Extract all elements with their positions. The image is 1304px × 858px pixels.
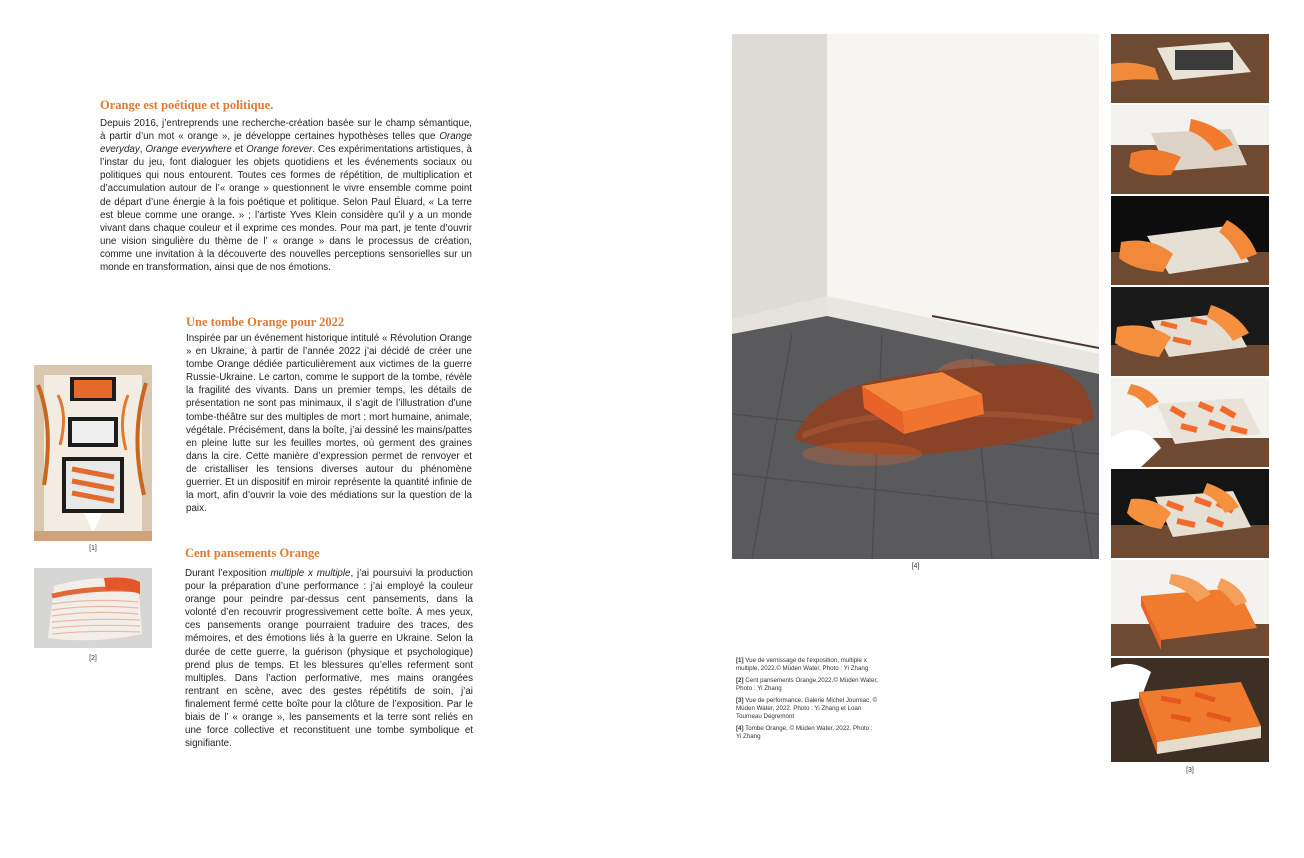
figure-2-bandages-photo (34, 568, 152, 648)
paragraph-cent-pansements: Durant l’exposition multiple x multiple, j’ai poursuivi la production pour la préparation d’une performance : j’ai employé la couleur orange pour peindre par-dessus cent pansements, dans la volonté d’en recouvrir progressivement cette boîte. À mes yeux, ces pansements orange pourraient traduire des traces, des mémoires, et des émotions liés à la guerre en Ukraine. Selon la durée de cette guerre, la guérison (physique et psychologique) prend plus de temps. Et les blessures qu’elles referment sont multiples. Dans l’action performative, mes mains orangées rentrant en scène, avec des gestes répétitifs de soin, j’ai finalement fermé cette boîte pour la clôture de l’exposition. Par le biais de l’ « orange », les pansements et la terre sont reliés en une force collective et reconstituent une tombe symbolique et signifiante. (185, 568, 474, 750)
performance-frame-1 (1111, 34, 1269, 103)
legend-entry-1: [1] Vue de vernissage de l’exposition, multiple x multiple, 2022.© Müden Water, Photo : Yi Zhang (736, 657, 869, 672)
performance-frame-2 (1111, 105, 1269, 194)
performance-frame-6 (1111, 469, 1269, 558)
paragraph-intro: Depuis 2016, j’entreprends une recherche-création basée sur le champ sémantique, à partir d’un mot « orange », je développe certaines hypothèses telles que Orange everyday, Orange everywhere et Orange forever. Ces expérimentations artistiques, à l’instar du jeu, font dialoguer les objets quotidiens et les événements sociaux ou politiques qui nous entourent. Toutes ces formes de répétition, de multiplication et d’accumulation autour de l’« orange » questionnent le vivre ensemble comme point de départ d’une énergie à la fois poétique et politique. Selon Paul Éluard, « La terre est bleue comme une orange. » ; l’artiste Yves Klein considère qu’il y a un monde vivant dans chaque couleur et il exprime ces mondes. Pour ma part, je tente d’ouvrir une vision singulière du thème de l’ « orange » dans le processus de création, comme une invitation à la découverte des nouvelles perceptions sensorielles sur un monde en transformation, ainsi que de nos émotions. (100, 118, 472, 274)
figure-4-tombe-orange-photo (732, 34, 1099, 559)
figure-1-caption: [1] (89, 545, 97, 552)
section-title-cent-pansements: Cent pansements Orange (185, 546, 320, 560)
paragraph-tombe-orange: Inspirée par un événement historique intitulé « Révolution Orange » en Ukraine, à partir de l’année 2022 j’ai décidé de créer une tombe Orange dédiée particulièrement aux victimes de la guerre Russie-Ukraine. Le carton, comme le support de la tombe, révèle la fragilité des vivants. Dans un premier temps, les détails de présentation ne sont pas minimaux, il s’agit de l’illustration d’une tombe-théâtre sur des multiples de mort : mort humaine, animale, végétale. Précisément, dans la boîte, j’ai dessiné les mains/pattes en pleine lutte sur les feuilles mortes, où germent des graines dans la cire. Cette manière d’expression permet de renvoyer et de cristalliser les tensions diverses autour du phénomène guerrier. Et un dispositif en miroir représente la quantité infinie de la mort, afin d’ouvrir la voie des médiations sur la question de la paix. (186, 333, 472, 515)
performance-frame-4 (1111, 287, 1269, 376)
legend-entry-4: [4] Tombe Orange, © Müden Water, 2022. Photo : Yi Zhang (736, 725, 873, 740)
performance-frame-8 (1111, 658, 1269, 762)
section-title-tombe-orange: Une tombe Orange pour 2022 (186, 315, 345, 329)
section-title-orange-poetique: Orange est poétique et politique. (100, 98, 274, 112)
legend-entry-3: [3] Vue de performance, Galerie Michel Journiac, © Müden Water, 2022. Photo : Yi Zhang et Loan Tourneau Dégremont (736, 697, 878, 720)
performance-frame-5 (1111, 378, 1269, 467)
legend-entry-2: [2] Cent pansements Orange,2022.© Müden Water, Photo : Yi Zhang (736, 677, 878, 692)
figure-3-caption: [3] (1186, 767, 1194, 774)
figure-2-caption: [2] (89, 655, 97, 662)
figure-legend (736, 657, 878, 745)
figure-3-performance-sequence (1111, 34, 1269, 762)
figure-4-caption: [4] (911, 563, 920, 570)
performance-frame-7 (1111, 560, 1269, 656)
performance-frame-3 (1111, 196, 1269, 285)
figure-1-tomb-theatre-photo (34, 365, 152, 541)
